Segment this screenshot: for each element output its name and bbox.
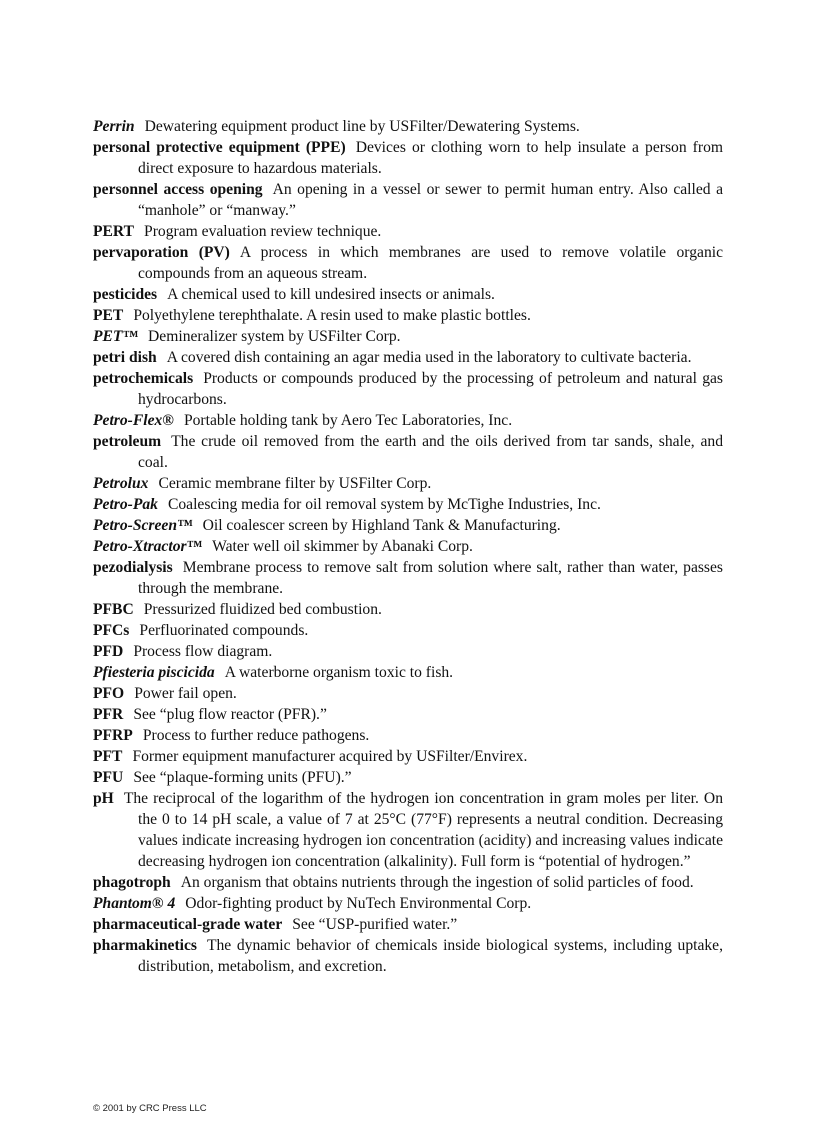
entry-term: PFR: [93, 706, 124, 723]
entry-definition: Pressurized fluidized bed combustion.: [143, 601, 382, 618]
glossary-entry: [93, 536, 723, 557]
entry-definition: Water well oil skimmer by Abanaki Corp.: [212, 538, 473, 555]
entry-definition: Power fail open.: [134, 685, 237, 702]
glossary-entry: [93, 494, 723, 515]
glossary-entry: [93, 179, 723, 221]
entry-definition: Membrane process to remove salt from solution where salt, rather than water, passes through the membrane.: [138, 559, 723, 597]
entry-term: PFU: [93, 769, 124, 786]
entry-term: PFT: [93, 748, 123, 765]
entry-term: petrochemicals: [93, 370, 194, 387]
entry-term: PET: [93, 307, 124, 324]
entry-definition: An organism that obtains nutrients through the ingestion of solid particles of food.: [180, 874, 694, 891]
glossary-entry: [93, 347, 723, 368]
glossary-entry: [93, 431, 723, 473]
entry-definition: See “plug flow reactor (PFR).”: [133, 706, 327, 723]
entry-definition: Former equipment manufacturer acquired by USFilter/Envirex.: [132, 748, 528, 765]
glossary-entry: [93, 368, 723, 410]
entry-term: pervaporation (PV): [93, 244, 230, 261]
glossary-entry: [93, 914, 723, 935]
glossary-entry: [93, 620, 723, 641]
entry-definition: Coalescing media for oil removal system by McTighe Industries, Inc.: [167, 496, 601, 513]
entry-term: petroleum: [93, 433, 162, 450]
copyright-footer: © 2001 by CRC Press LLC: [93, 1103, 207, 1114]
entry-term: PFCs: [93, 622, 130, 639]
entry-definition: Polyethylene terephthalate. A resin used to make plastic bottles.: [133, 307, 531, 324]
entry-definition: A process in which membranes are used to remove volatile organic compounds from an aqueous stream.: [138, 244, 723, 282]
entry-definition: Devices or clothing worn to help insulate a person from direct exposure to hazardous materials.: [138, 139, 723, 177]
entry-definition: A chemical used to kill undesired insects or animals.: [167, 286, 495, 303]
entry-term: PET™: [93, 328, 139, 345]
glossary-entry: [93, 284, 723, 305]
entry-definition: See “plaque-forming units (PFU).”: [133, 769, 352, 786]
entry-term: pezodialysis: [93, 559, 173, 576]
glossary-entry: [93, 116, 723, 137]
entry-term: Petro-Xtractor™: [93, 538, 203, 555]
glossary-entry: [93, 515, 723, 536]
entry-term: petri dish: [93, 349, 157, 366]
glossary-entry: [93, 683, 723, 704]
entry-definition: The reciprocal of the logarithm of the hydrogen ion concentration in gram moles per liter. On the 0 to 14 pH scale, a value of 7 at 25°C (77°F) represents a neutral condition. Decreasing values indicate increasing hydrogen ion concentration (acidity) and increasing values indicate decreasing hydrogen ion concentration (alkalinity). Full form is “potential of hydrogen.”: [123, 790, 723, 870]
glossary-entry: [93, 767, 723, 788]
glossary-entry: [93, 410, 723, 431]
entry-definition: The crude oil removed from the earth and the oils derived from tar sands, shale, and coal.: [138, 433, 723, 471]
entry-term: pesticides: [93, 286, 158, 303]
entry-term: PFRP: [93, 727, 133, 744]
glossary-entry: [93, 641, 723, 662]
entry-definition: Portable holding tank by Aero Tec Laboratories, Inc.: [183, 412, 513, 429]
entry-definition: An opening in a vessel or sewer to permit human entry. Also called a “manhole” or “manway.”: [138, 181, 724, 219]
glossary-entry: [93, 935, 723, 977]
entry-definition: A covered dish containing an agar media used in the laboratory to cultivate bacteria.: [166, 349, 692, 366]
entry-definition: Oil coalescer screen by Highland Tank & Manufacturing.: [202, 517, 561, 534]
glossary-entries: [93, 116, 723, 977]
entry-term: pH: [93, 790, 114, 807]
entry-term: personnel access opening: [93, 181, 263, 198]
entry-definition: Perfluorinated compounds.: [139, 622, 309, 639]
glossary-entry: [93, 242, 723, 284]
entry-definition: Program evaluation review technique.: [144, 223, 382, 240]
entry-term: pharmakinetics: [93, 937, 197, 954]
entry-term: pharmaceutical-grade water: [93, 916, 283, 933]
entry-term: Petro-Pak: [93, 496, 158, 513]
entry-term: Perrin: [93, 118, 135, 135]
glossary-entry: [93, 221, 723, 242]
entry-definition: Odor-fighting product by NuTech Environmental Corp.: [185, 895, 532, 912]
entry-definition: See “USP-purified water.”: [292, 916, 458, 933]
glossary-entry: [93, 473, 723, 494]
entry-definition: Process to further reduce pathogens.: [142, 727, 370, 744]
entry-term: Phantom® 4: [93, 895, 176, 912]
glossary-entry: [93, 557, 723, 599]
glossary-entry: [93, 725, 723, 746]
entry-term: Petro-Screen™: [93, 517, 193, 534]
entry-definition: Ceramic membrane filter by USFilter Corp.: [158, 475, 432, 492]
entry-term: PFO: [93, 685, 125, 702]
glossary-entry: [93, 137, 723, 179]
glossary-entry: [93, 788, 723, 872]
glossary-entry: [93, 599, 723, 620]
entry-term: Petro-Flex®: [93, 412, 174, 429]
glossary-entry: [93, 893, 723, 914]
entry-definition: Demineralizer system by USFilter Corp.: [148, 328, 401, 345]
entry-term: PERT: [93, 223, 135, 240]
glossary-entry: [93, 662, 723, 683]
entry-term: PFBC: [93, 601, 134, 618]
entry-term: PFD: [93, 643, 124, 660]
entry-definition: Dewatering equipment product line by USFilter/Dewatering Systems.: [144, 118, 580, 135]
glossary-entry: [93, 872, 723, 893]
glossary-entry: [93, 746, 723, 767]
entry-term: Pfiesteria piscicida: [93, 664, 215, 681]
glossary-entry: [93, 305, 723, 326]
glossary-entry: [93, 326, 723, 347]
glossary-entry: [93, 704, 723, 725]
entry-definition: Process flow diagram.: [133, 643, 273, 660]
entry-term: personal protective equipment (PPE): [93, 139, 346, 156]
entry-definition: The dynamic behavior of chemicals inside biological systems, including uptake, distribution, metabolism, and excretion.: [138, 937, 723, 975]
entry-term: Petrolux: [93, 475, 149, 492]
entry-definition: Products or compounds produced by the processing of petroleum and natural gas hydrocarbons.: [138, 370, 723, 408]
entry-term: phagotroph: [93, 874, 171, 891]
entry-definition: A waterborne organism toxic to fish.: [224, 664, 454, 681]
